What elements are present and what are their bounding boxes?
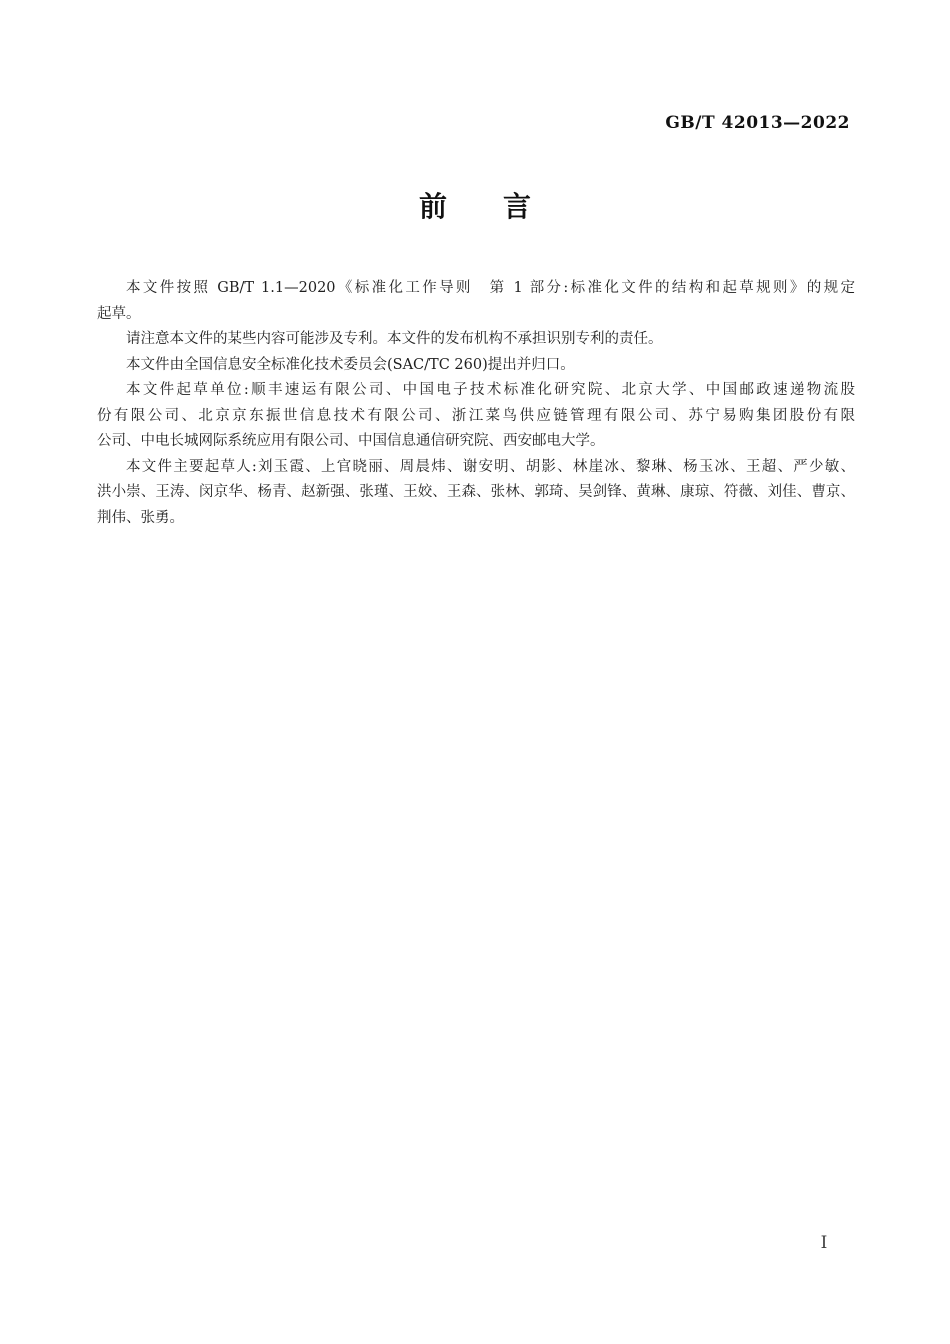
foreword-paragraphs xyxy=(97,276,855,531)
page-number: I xyxy=(820,1233,828,1253)
foreword-title: 前 言 xyxy=(418,190,531,223)
paragraph-main-drafters-line-1: 本文件主要起草人:刘玉霞、上官晓丽、周晨炜、谢安明、胡影、林崖冰、黎琳、杨玉冰、王超、严少敏、 xyxy=(126,458,855,475)
paragraph-main-drafters-line-3: 荆伟、张勇。 xyxy=(97,509,184,526)
paragraph-drafting-basis-line-1: 本文件按照 GB/T 1.1—2020《标准化工作导则 第 1 部分:标准化文件的结构和起草规则》的规定 xyxy=(126,280,855,296)
paragraph-drafting-organizations-line-3: 公司、中电长城网际系统应用有限公司、中国信息通信研究院、西安邮电大学。 xyxy=(97,433,605,449)
paragraph-drafting-organizations-line-1: 本文件起草单位:顺丰速运有限公司、中国电子技术标准化研究院、北京大学、中国邮政速递物流股 xyxy=(126,382,855,398)
paragraph-drafting-organizations-line-2: 份有限公司、北京京东振世信息技术有限公司、浙江菜鸟供应链管理有限公司、苏宁易购集团股份有限 xyxy=(97,407,855,424)
paragraph-drafting-basis-line-2: 起草。 xyxy=(97,305,141,322)
paragraph-patent-notice-line-1: 请注意本文件的某些内容可能涉及专利。本文件的发布机构不承担识别专利的责任。 xyxy=(126,331,663,347)
paragraph-main-drafters-line-2: 洪小崇、王涛、闵京华、杨青、赵新强、张瑾、王姣、王森、张林、郭琦、吴剑锋、黄琳、康琼、符薇、刘佳、曹京、 xyxy=(97,484,855,500)
standard-code: GB/T 42013—2022 xyxy=(665,113,850,133)
paragraph-committee-attribution-line-1: 本文件由全国信息安全标准化技术委员会(SAC/TC 260)提出并归口。 xyxy=(126,356,575,373)
